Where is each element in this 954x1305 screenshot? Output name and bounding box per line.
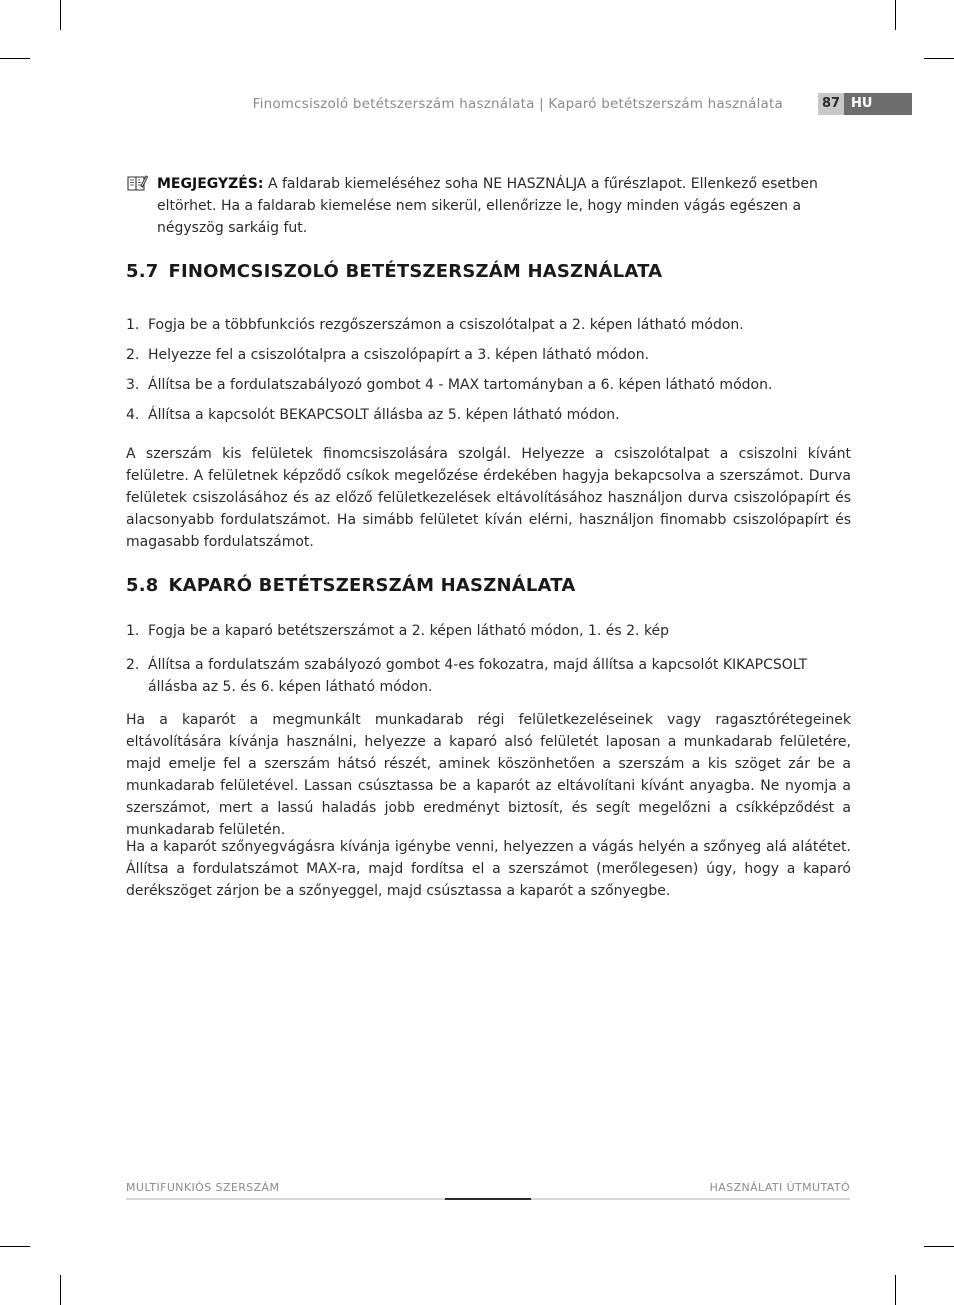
list-text: Állítsa a kapcsolót BEKAPCSOLT állásba az 5. képen látható módon. [148, 407, 620, 423]
crop-mark [895, 1275, 896, 1305]
running-header: Finomcsiszoló betétszerszám használata | Kaparó betétszerszám használata [252, 96, 783, 112]
list-index: 1. [126, 317, 140, 333]
page-badge [818, 93, 912, 115]
section-number: 5.7 [126, 261, 159, 282]
section-heading [126, 261, 662, 282]
list-index: 4. [126, 407, 140, 423]
note-label: MEGJEGYZÉS: [157, 176, 264, 192]
step-list [126, 314, 854, 426]
list-item [126, 314, 854, 336]
crop-mark [0, 1246, 30, 1247]
crop-mark [895, 0, 896, 30]
crop-mark [0, 58, 30, 59]
footer-right-text: HASZNÁLATI ÚTMUTATÓ [709, 1181, 850, 1194]
note-body: A faldarab kiemeléséhez soha NE HASZNÁLJA a fűrészlapot. Ellenkező esetben eltörhet. Ha a faldarab kiemelése nem sikerül, ellenőrizze le, hogy minden vágás egészen a négyszög sarkáig fut. [157, 176, 818, 236]
list-index: 2. [126, 347, 140, 363]
list-index: 2. [126, 657, 140, 673]
list-index: 1. [126, 623, 140, 639]
section-heading [126, 575, 575, 596]
note-block [126, 173, 854, 239]
footer-left-text: MULTIFUNKIÓS SZERSZÁM [126, 1181, 280, 1194]
step-list [126, 620, 854, 698]
list-item [126, 344, 854, 366]
note-text [157, 173, 854, 239]
page-number: 87 [818, 93, 844, 115]
crop-mark [924, 58, 954, 59]
list-text: Fogja be a többfunkciós rezgőszerszámon a csiszolótalpat a 2. képen látható módon. [148, 317, 744, 333]
crop-mark [60, 0, 61, 30]
paragraph: Ha a kaparót szőnyegvágásra kívánja igénybe venni, helyezzen a vágás helyén a szőnyeg alá alátétet. Állítsa a fordulatszámot MAX-ra, majd fordítsa el a szerszámot (merőlegesen) úgy, hogy a kaparó derékszöget zárjon be a szőnyeggel, majd csúsztassa a kaparót a szőnyegbe. [126, 839, 851, 899]
paragraph: Ha a kaparót a megmunkált munkadarab régi felületkezeléseinek vagy ragasztórétegeinek eltávolítására kívánja használni, helyezze a kaparó alsó felületét laposan a munkadarab felületére, majd emelje fel a szerszám hátsó részét, aminek köszönhetően a szerszám a kis szöget zár be a munkadarab felületével. Lassan csúsztassa be a kaparót az eltávolítani kívánt anyagba. Ne nyomja a szerszámot, mert a lassú haladás jobb eredményt biztosít, és segít megelőzni a csíkképződést a munkadarab felületén. [126, 712, 851, 838]
paragraph: A szerszám kis felületek finomcsiszolására szolgál. Helyezze a csiszolótalpat a csiszolni kívánt felületre. A felületnek képződő csíkok megelőzése érdekében hagyja bekapcsolva a szerszámot. Durva felületek csiszolásához és az előző felületkezelések eltávolításához használjon durva csiszolópapírt és alacsonyabb fordulatszámot. Ha simább felületet kíván elérni, használjon finomabb csiszolópapírt és magasabb fordulatszámot. [126, 446, 851, 550]
list-text: Állítsa a fordulatszám szabályozó gombot 4-es fokozatra, majd állítsa a kapcsolót KIKAPCSOLT állásba az 5. és 6. képen látható módon. [148, 657, 808, 695]
list-index: 3. [126, 377, 140, 393]
section-title: FINOMCSISZOLÓ BETÉTSZERSZÁM HASZNÁLATA [168, 261, 663, 282]
section-title: KAPARÓ BETÉTSZERSZÁM HASZNÁLATA [168, 575, 576, 596]
list-item [126, 654, 854, 698]
list-text: Fogja be a kaparó betétszerszámot a 2. képen látható módon, 1. és 2. kép [148, 623, 670, 639]
section-number: 5.8 [126, 575, 159, 596]
crop-mark [924, 1246, 954, 1247]
note-icon [126, 174, 148, 192]
list-text: Helyezze fel a csiszolótalpra a csiszolópapírt a 3. képen látható módon. [148, 347, 650, 363]
list-item [126, 404, 854, 426]
list-item [126, 620, 854, 642]
footer-rule-accent [445, 1198, 531, 1200]
language-code: HU [844, 93, 912, 115]
footer-rule [126, 1198, 850, 1200]
list-item [126, 374, 854, 396]
list-text: Állítsa be a fordulatszabályozó gombot 4 - MAX tartományban a 6. képen látható módon. [148, 377, 773, 393]
crop-mark [60, 1275, 61, 1305]
